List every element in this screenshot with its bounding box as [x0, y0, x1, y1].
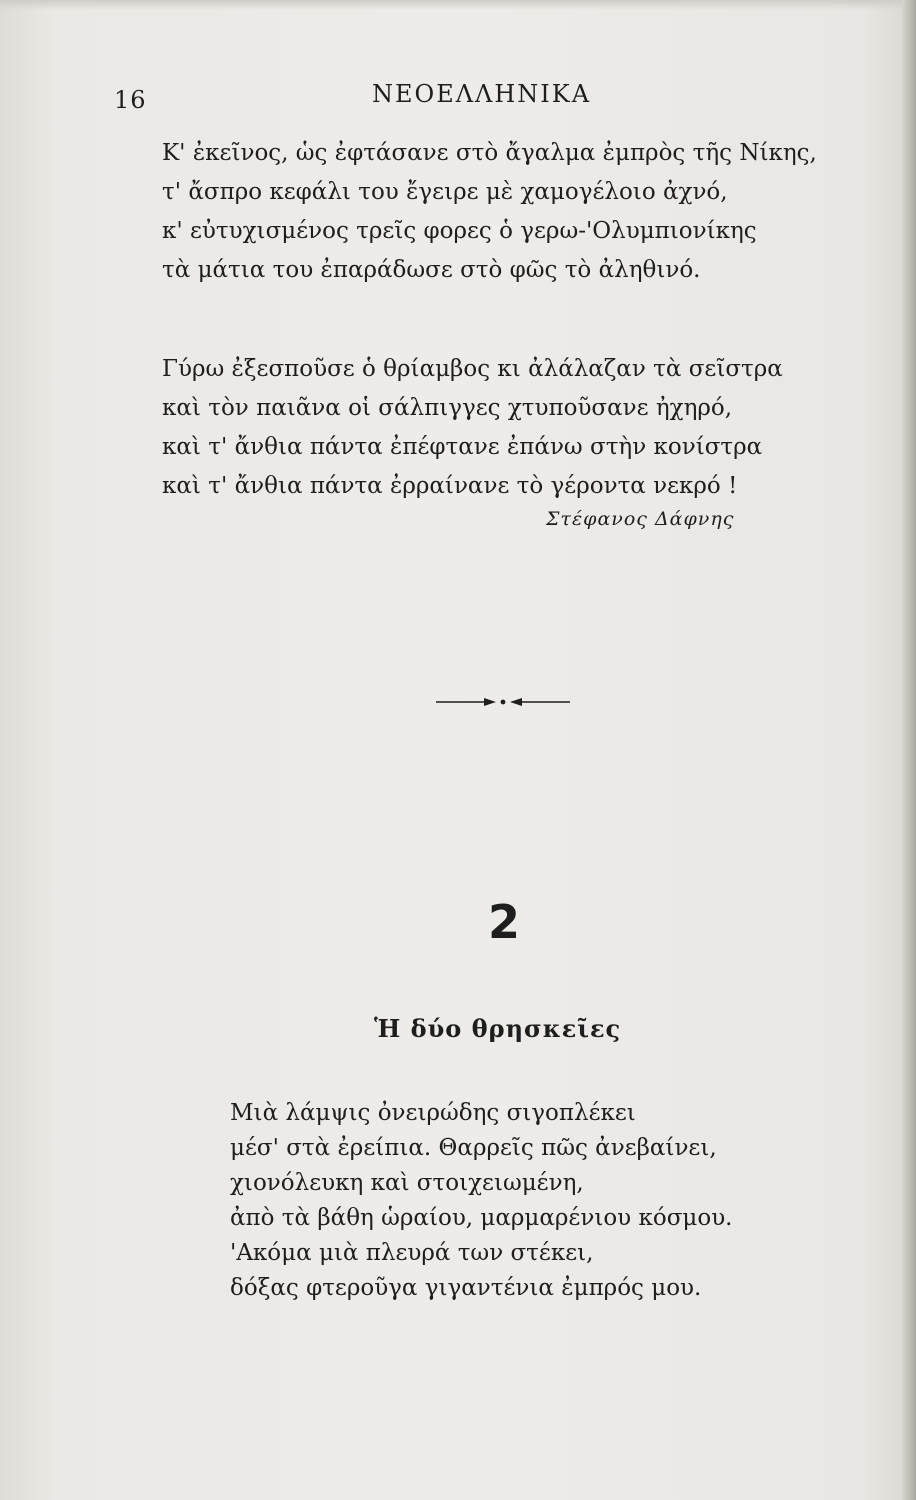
poem-one-stanza-one	[162, 134, 862, 290]
verse-line: Κ' ἐκεῖνος, ὡς ἐφτάσανε στὸ ἄγαλμα ἐμπρὸς τῆς Νίκης,	[162, 140, 817, 166]
section-divider-ornament	[436, 692, 570, 712]
verse-line: Μιὰ λάμψις ὀνειρώδης σιγοπλέκει	[230, 1100, 636, 1126]
verse-line: καὶ τὸν παιᾶνα οἱ σάλπιγγες χτυποῦσανε ἠχηρό,	[162, 395, 733, 421]
verse-line: δόξας φτεροῦγα γιγαντένια ἐμπρός μου.	[230, 1275, 702, 1301]
verse-line: καὶ τ' ἄνθια πάντα ἐπέφτανε ἐπάνω στὴν κονίστρα	[162, 434, 763, 460]
page-top-edge	[0, 0, 916, 10]
poem-one-stanza-two	[162, 350, 862, 506]
book-spine-edge	[902, 0, 916, 1500]
running-head: ΝΕΟΕΛΛΗΝΙΚΑ	[372, 80, 592, 108]
verse-line: κ' εὐτυχισμένος τρεῖς φορες ὁ γερω-'Ολυμπιονίκης	[162, 218, 757, 244]
poem-two-stanza	[230, 1096, 830, 1306]
page-number: 16	[114, 86, 147, 114]
section-number: 2	[488, 895, 523, 949]
verse-line: τ' ἄσπρο κεφάλι του ἔγειρε μὲ χαμογέλοιο ἀχνό,	[162, 179, 728, 205]
verse-line: χιονόλευκη καὶ στοιχειωμένη,	[230, 1170, 584, 1196]
verse-line: τὰ μάτια του ἐπαράδωσε στὸ φῶς τὸ ἀληθινό.	[162, 257, 701, 283]
verse-line: ἀπὸ τὰ βάθη ὡραίου, μαρμαρένιου κόσμου.	[230, 1205, 733, 1231]
verse-line: μέσ' στὰ ἐρείπια. Θαρρεῖς πῶς ἀνεβαίνει,	[230, 1135, 717, 1161]
verse-line: 'Ακόμα μιὰ πλευρά των στέκει,	[230, 1240, 594, 1266]
poem-title: Ἡ δύο θρησκεῖες	[374, 1014, 622, 1043]
verse-line: Γύρω ἐξεσποῦσε ὁ θρίαμβος κι ἀλάλαζαν τὰ σεῖστρα	[162, 356, 783, 382]
author-signature: Στέφανος Δάφνης	[546, 508, 735, 530]
verse-line: καὶ τ' ἄνθια πάντα ἐρραίνανε τὸ γέροντα νεκρό !	[162, 473, 738, 499]
